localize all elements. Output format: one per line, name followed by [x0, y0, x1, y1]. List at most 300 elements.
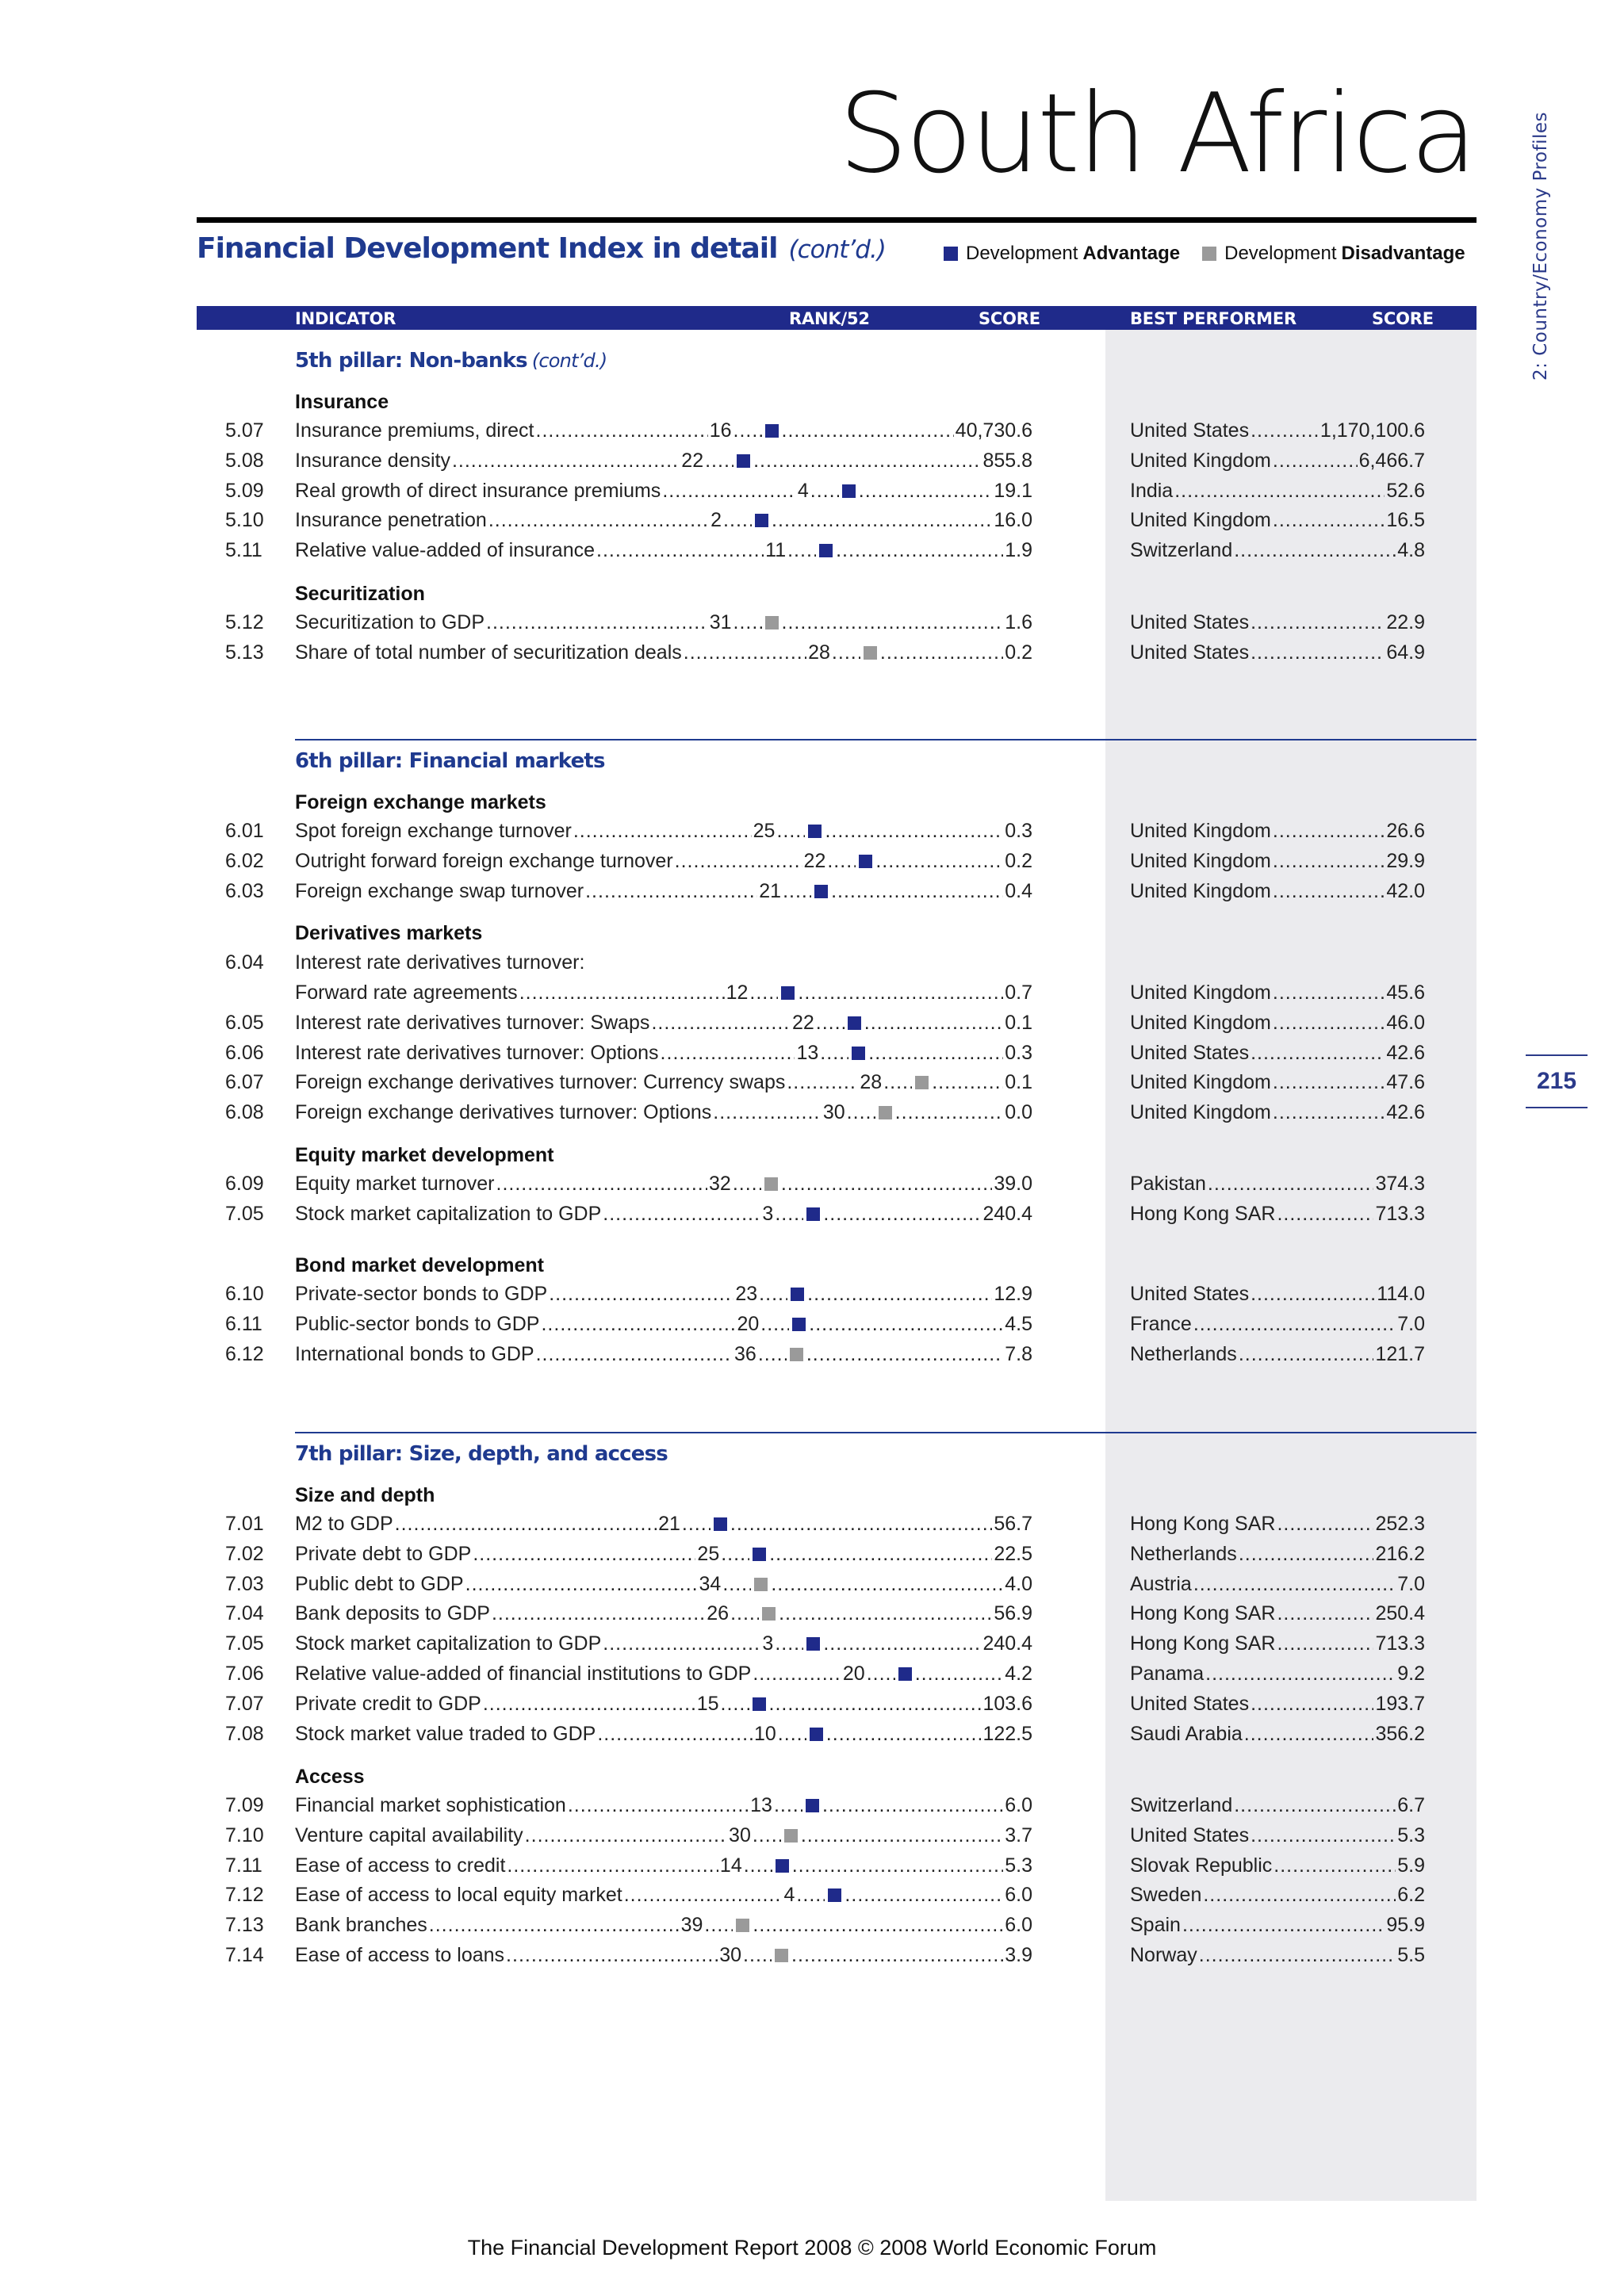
leader-dots	[1251, 611, 1385, 634]
leader-dots	[796, 1884, 825, 1907]
best-performer-line	[1130, 1854, 1425, 1877]
best-performer-name: United Kingdom	[1130, 820, 1271, 842]
row-code: 7.13	[225, 1914, 264, 1937]
leader-dots	[759, 1283, 787, 1306]
best-performer-line	[1130, 1663, 1425, 1686]
leader-dots	[864, 1012, 1004, 1035]
best-performer-name: United Kingdom	[1130, 1101, 1271, 1124]
title-rule	[197, 217, 1477, 223]
score-value: 22.5	[994, 1542, 1032, 1565]
best-performer-score: 356.2	[1375, 1722, 1425, 1745]
rank-value: 26	[707, 1602, 730, 1625]
table-row	[0, 1723, 1624, 1751]
col-best-score: SCORE	[1372, 309, 1434, 328]
score-value: 0.1	[1005, 1011, 1032, 1034]
rank-value: 30	[822, 1101, 845, 1124]
row-code: 7.10	[225, 1823, 264, 1846]
leader-dots	[506, 1944, 718, 1967]
row-indicator-line	[295, 1723, 1032, 1746]
rank-value: 30	[729, 1823, 751, 1846]
table-row	[0, 1663, 1624, 1691]
leader-dots	[769, 1693, 982, 1716]
section-title-contd: (cont’d.)	[788, 235, 886, 264]
leader-dots	[810, 480, 839, 503]
indicator-name: Private credit to GDP	[295, 1692, 481, 1715]
indicator-name: Insurance density	[295, 449, 450, 472]
indicator-name: Relative value-added of insurance	[295, 539, 596, 562]
group-fx-markets: Foreign exchange markets	[295, 791, 546, 813]
leader-dots	[847, 1101, 875, 1124]
advantage-square-icon	[714, 1517, 727, 1531]
best-performer-score: 9.2	[1397, 1663, 1425, 1685]
leader-dots	[705, 450, 733, 473]
row-code: 6.04	[225, 951, 264, 974]
best-performer-name: United Kingdom	[1130, 982, 1271, 1004]
leader-dots	[1199, 1944, 1396, 1967]
advantage-square-icon	[765, 424, 779, 438]
row-code: 6.11	[225, 1312, 262, 1335]
disadvantage-square-icon	[736, 1919, 749, 1932]
row-code: 5.12	[225, 611, 264, 633]
advantage-square-icon	[753, 1548, 766, 1561]
row-indicator-line	[295, 1944, 1032, 1967]
indicator-name: Private-sector bonds to GDP	[295, 1283, 548, 1305]
indicator-name: Stock market value traded to GDP	[295, 1722, 596, 1745]
leader-dots	[1273, 820, 1385, 843]
leader-dots	[488, 509, 709, 532]
table-row	[0, 850, 1624, 878]
leader-dots	[1203, 1884, 1396, 1907]
best-performer-score: 46.0	[1386, 1011, 1425, 1034]
best-performer-line	[1130, 1283, 1425, 1306]
rank-value: 3	[762, 1632, 774, 1655]
leader-dots	[525, 1824, 727, 1847]
rank-value: 4	[783, 1884, 795, 1907]
best-performer-score: 64.9	[1386, 641, 1425, 664]
leader-dots	[1273, 880, 1385, 903]
indicator-name: Bank branches	[295, 1914, 427, 1937]
disadvantage-square-icon	[765, 616, 779, 629]
score-value: 6.0	[1005, 1794, 1032, 1816]
row-indicator-line	[295, 1824, 1032, 1847]
leader-dots	[603, 1203, 760, 1226]
disadvantage-square-icon	[764, 1177, 778, 1191]
advantage-square-icon	[737, 454, 750, 468]
score-value: 0.4	[1005, 879, 1032, 902]
best-performer-line	[1130, 1543, 1425, 1566]
row-indicator-line	[295, 1573, 1032, 1596]
table-row	[0, 1203, 1624, 1231]
table-row	[0, 1343, 1624, 1372]
best-performer-score: 16.5	[1386, 509, 1425, 532]
best-performer-score: 42.0	[1386, 879, 1425, 902]
best-performer-name: United Kingdom	[1130, 449, 1271, 472]
leader-dots	[662, 480, 796, 503]
advantage-square-icon	[828, 1888, 841, 1902]
leader-dots	[1277, 1602, 1373, 1625]
row-code: 7.05	[225, 1202, 264, 1225]
best-performer-name: United States	[1130, 641, 1250, 664]
leader-dots	[1277, 1203, 1373, 1226]
score-value: 4.2	[1005, 1663, 1032, 1685]
row-indicator-line	[295, 419, 1032, 442]
row-indicator-line	[295, 1513, 1032, 1536]
table-row	[0, 480, 1624, 508]
table-row	[0, 880, 1624, 909]
rank-value: 12	[726, 982, 749, 1004]
advantage-square-icon	[842, 484, 856, 498]
disadvantage-square-icon	[775, 1949, 788, 1962]
row-code: 5.11	[225, 539, 262, 562]
best-performer-name: Hong Kong SAR	[1130, 1202, 1276, 1225]
rank-value: 22	[803, 849, 826, 872]
leader-dots	[801, 1824, 1003, 1847]
leader-dots	[1174, 480, 1385, 503]
best-performer-name: United States	[1130, 1692, 1250, 1715]
leader-dots	[603, 1632, 760, 1655]
row-code: 5.08	[225, 449, 264, 472]
row-indicator-line	[295, 539, 1032, 562]
rank-value: 3	[762, 1202, 774, 1225]
best-performer-line	[1130, 880, 1425, 903]
best-performer-line	[1130, 1071, 1425, 1094]
table-row	[0, 1173, 1624, 1201]
row-indicator-line	[295, 480, 1032, 503]
row-indicator-line	[295, 450, 1032, 473]
leader-dots	[781, 1173, 993, 1196]
score-value: 6.0	[1005, 1914, 1032, 1937]
score-value: 103.6	[982, 1692, 1032, 1715]
row-code: 7.06	[225, 1663, 264, 1685]
best-performer-score: 250.4	[1375, 1602, 1425, 1625]
best-performer-line	[1130, 1042, 1425, 1065]
indicator-name: Insurance penetration	[295, 509, 487, 532]
leader-dots	[507, 1854, 718, 1877]
disadvantage-square-icon	[762, 1607, 776, 1621]
table-row	[0, 1101, 1624, 1130]
leader-dots	[536, 1343, 733, 1366]
leader-dots	[1273, 509, 1385, 532]
leader-dots	[730, 1602, 759, 1625]
group-derivatives: Derivatives markets	[295, 922, 483, 944]
table-row	[0, 509, 1624, 538]
indicator-name: International bonds to GDP	[295, 1342, 534, 1365]
leader-dots	[775, 1632, 803, 1655]
best-performer-score: 5.9	[1397, 1854, 1425, 1877]
best-performer-name: Switzerland	[1130, 539, 1233, 562]
best-performer-score: 5.5	[1397, 1944, 1425, 1966]
leader-dots	[1251, 1693, 1373, 1716]
leader-dots	[541, 1313, 735, 1336]
best-performer-score: 121.7	[1375, 1342, 1425, 1365]
score-value: 56.9	[994, 1602, 1032, 1625]
rank-value: 34	[699, 1572, 722, 1595]
col-rank: RANK/52	[789, 309, 870, 328]
leader-dots	[1273, 1012, 1385, 1035]
row-indicator-line	[295, 641, 1032, 664]
leader-dots	[1277, 1632, 1373, 1655]
best-performer-score: 47.6	[1386, 1071, 1425, 1094]
leader-dots	[753, 450, 981, 473]
best-performer-line	[1130, 1824, 1425, 1847]
leader-dots	[1274, 1854, 1396, 1877]
best-performer-line	[1130, 1313, 1425, 1336]
best-performer-line	[1130, 450, 1425, 473]
page-number: 215	[1526, 1054, 1588, 1108]
leader-dots	[868, 1042, 1003, 1065]
leader-dots	[1251, 1042, 1385, 1065]
best-performer-name: Sweden	[1130, 1884, 1202, 1907]
best-performer-score: 193.7	[1375, 1692, 1425, 1715]
leader-dots	[730, 1513, 992, 1536]
best-performer-name: France	[1130, 1312, 1192, 1335]
table-row	[0, 450, 1624, 478]
row-indicator-line	[295, 1101, 1032, 1124]
best-performer-score: 42.6	[1386, 1101, 1425, 1124]
best-performer-name: United Kingdom	[1130, 879, 1271, 902]
score-value: 0.0	[1005, 1101, 1032, 1124]
best-performer-line	[1130, 419, 1425, 442]
best-performer-score: 713.3	[1375, 1632, 1425, 1655]
leader-dots	[573, 820, 752, 843]
score-value: 0.2	[1005, 849, 1032, 872]
best-performer-score: 22.9	[1386, 611, 1425, 633]
pillar-separator	[295, 1432, 1477, 1433]
row-indicator-line	[295, 850, 1032, 873]
table-row	[0, 1794, 1624, 1823]
score-value: 56.7	[994, 1513, 1032, 1535]
best-performer-name: Hong Kong SAR	[1130, 1513, 1276, 1535]
leader-dots	[787, 1071, 858, 1094]
row-code: 7.05	[225, 1632, 264, 1655]
row-indicator-line	[295, 611, 1032, 634]
row-code: 5.09	[225, 479, 264, 502]
rank-value: 11	[765, 539, 787, 562]
leader-dots	[661, 1042, 795, 1065]
indicator-name: Equity market turnover	[295, 1173, 495, 1195]
leader-dots	[816, 1012, 845, 1035]
leader-dots	[806, 1343, 1003, 1366]
best-performer-line	[1130, 1012, 1425, 1035]
disadvantage-square-icon	[1202, 247, 1216, 261]
leader-dots	[1239, 1543, 1374, 1566]
score-value: 7.8	[1005, 1342, 1032, 1365]
rank-value: 15	[696, 1692, 719, 1715]
row-indicator-line	[295, 1543, 1032, 1566]
row-code: 6.10	[225, 1283, 264, 1305]
row-code: 7.02	[225, 1542, 264, 1565]
leader-dots	[753, 1914, 1003, 1937]
table-row	[0, 1884, 1624, 1912]
row-indicator-line	[295, 1173, 1032, 1196]
best-performer-line	[1130, 1101, 1425, 1124]
score-value: 3.9	[1005, 1944, 1032, 1966]
row-code: 7.01	[225, 1513, 264, 1535]
rank-value: 16	[709, 419, 732, 442]
leader-dots	[722, 1573, 751, 1596]
country-title: South Africa	[838, 70, 1475, 197]
indicator-name: Bank deposits to GDP	[295, 1602, 490, 1625]
best-performer-line	[1130, 1944, 1425, 1967]
page-footer: The Financial Development Report 2008 © 2008 World Economic Forum	[467, 2236, 1157, 2260]
table-row	[0, 1632, 1624, 1661]
best-performer-name: Spain	[1130, 1914, 1181, 1937]
leader-dots	[536, 419, 708, 442]
table-row	[0, 1071, 1624, 1100]
leader-dots	[519, 982, 725, 1004]
best-performer-name: United States	[1130, 419, 1250, 442]
leader-dots	[825, 820, 1003, 843]
leader-dots	[915, 1663, 1004, 1686]
col-indicator: INDICATOR	[295, 309, 396, 328]
leader-dots	[473, 1543, 695, 1566]
rank-value: 14	[719, 1854, 742, 1877]
score-value: 12.9	[994, 1283, 1032, 1305]
best-performer-name: United States	[1130, 1283, 1250, 1305]
rank-value: 20	[842, 1663, 865, 1685]
indicator-name: Public-sector bonds to GDP	[295, 1312, 540, 1335]
advantage-square-icon	[792, 1318, 806, 1331]
leader-dots	[798, 982, 1003, 1004]
score-value: 0.1	[1005, 1071, 1032, 1094]
pillar-5-contd: (cont’d.)	[531, 350, 607, 372]
best-performer-score: 42.6	[1386, 1041, 1425, 1064]
row-code: 5.13	[225, 641, 264, 664]
leader-dots	[733, 1173, 761, 1196]
indicator-name: Interest rate derivatives turnover: Options	[295, 1041, 659, 1064]
leader-dots	[880, 641, 1003, 664]
best-performer-score: 7.0	[1397, 1572, 1425, 1595]
group-size-depth: Size and depth	[295, 1484, 435, 1506]
leader-dots	[779, 1602, 992, 1625]
group-access: Access	[295, 1766, 365, 1788]
leader-dots	[760, 1313, 789, 1336]
best-performer-name: Saudi Arabia	[1130, 1722, 1243, 1745]
best-performer-line	[1130, 1884, 1425, 1907]
leader-dots	[395, 1513, 657, 1536]
leader-dots	[721, 1693, 749, 1716]
advantage-square-icon	[806, 1799, 819, 1812]
row-code: 6.06	[225, 1041, 264, 1064]
best-performer-name: United States	[1130, 611, 1250, 633]
indicator-name: Spot foreign exchange turnover	[295, 820, 572, 842]
leader-dots	[771, 1573, 1003, 1596]
table-row	[0, 1543, 1624, 1571]
leader-dots	[749, 982, 778, 1004]
best-performer-line	[1130, 1602, 1425, 1625]
best-performer-name: Switzerland	[1130, 1794, 1233, 1816]
leader-dots	[1277, 1513, 1373, 1536]
pillar-separator	[295, 739, 1477, 740]
leader-dots	[492, 1602, 705, 1625]
leader-dots	[733, 611, 762, 634]
table-row	[0, 1283, 1624, 1311]
best-performer-line	[1130, 1203, 1425, 1226]
best-performer-line	[1130, 1914, 1425, 1937]
table-row	[0, 982, 1624, 1010]
best-performer-name: Norway	[1130, 1944, 1197, 1966]
indicator-name: Outright forward foreign exchange turnover	[295, 849, 673, 872]
advantage-square-icon	[859, 855, 872, 868]
best-performer-name: Slovak Republic	[1130, 1854, 1273, 1877]
group-securitization: Securitization	[295, 583, 425, 605]
score-value: 0.3	[1005, 1041, 1032, 1064]
disadvantage-square-icon	[790, 1348, 803, 1361]
best-performer-line	[1130, 1723, 1425, 1746]
row-code: 7.08	[225, 1722, 264, 1745]
legend-advantage	[944, 243, 1180, 265]
best-performer-name: Pakistan	[1130, 1173, 1206, 1195]
leader-dots	[772, 509, 992, 532]
best-performer-score: 6.2	[1397, 1884, 1425, 1907]
leader-dots	[827, 850, 856, 873]
score-value: 855.8	[982, 449, 1032, 472]
advantage-square-icon	[806, 1637, 820, 1651]
leader-dots	[867, 1663, 895, 1686]
rank-value: 31	[709, 611, 732, 633]
indicator-name: Foreign exchange swap turnover	[295, 879, 584, 902]
score-value: 0.2	[1005, 641, 1032, 664]
best-performer-line	[1130, 1343, 1425, 1366]
leader-dots	[549, 1283, 733, 1306]
leader-dots	[1193, 1313, 1396, 1336]
best-performer-line	[1130, 982, 1425, 1004]
row-indicator-line	[295, 820, 1032, 843]
indicator-name: Forward rate agreements	[295, 982, 518, 1004]
score-value: 4.5	[1005, 1312, 1032, 1335]
indicator-name: Stock market capitalization to GDP	[295, 1632, 602, 1655]
table-header	[197, 306, 1477, 330]
best-performer-line	[1130, 1632, 1425, 1655]
leader-dots	[1251, 419, 1319, 442]
leader-dots	[782, 611, 1004, 634]
pillar-7-title: 7th pillar: Size, depth, and access	[295, 1442, 668, 1466]
table-row	[0, 820, 1624, 848]
advantage-square-icon	[898, 1667, 912, 1681]
advantage-square-icon	[810, 1728, 823, 1741]
leader-dots	[776, 820, 805, 843]
rank-value: 32	[709, 1173, 731, 1195]
row-indicator-line	[295, 1203, 1032, 1226]
group-bond: Bond market development	[295, 1254, 544, 1276]
best-performer-name: Panama	[1130, 1663, 1205, 1685]
best-performer-line	[1130, 1573, 1425, 1596]
leader-dots	[883, 1071, 912, 1094]
disadvantage-square-icon	[879, 1106, 892, 1119]
leader-dots	[465, 1573, 698, 1596]
leader-dots	[845, 1884, 1003, 1907]
rank-value: 4	[797, 479, 809, 502]
leader-dots	[1273, 450, 1358, 473]
best-performer-score: 216.2	[1375, 1542, 1425, 1565]
leader-dots	[831, 880, 1003, 903]
row-indicator-line	[295, 1071, 1032, 1094]
leader-dots	[597, 1723, 753, 1746]
leader-dots	[1251, 1283, 1375, 1306]
row-code: 7.03	[225, 1572, 264, 1595]
leader-dots	[651, 1012, 791, 1035]
pillar-5-title	[295, 349, 607, 373]
table-row	[0, 1573, 1624, 1601]
row-code: 6.02	[225, 849, 264, 872]
row-code: 7.04	[225, 1602, 264, 1625]
leader-dots	[1273, 1101, 1385, 1124]
row-indicator-line	[295, 880, 1032, 903]
advantage-square-icon	[944, 247, 958, 261]
best-performer-name: United States	[1130, 1823, 1250, 1846]
best-performer-name: Netherlands	[1130, 1542, 1237, 1565]
leader-dots	[1244, 1723, 1374, 1746]
